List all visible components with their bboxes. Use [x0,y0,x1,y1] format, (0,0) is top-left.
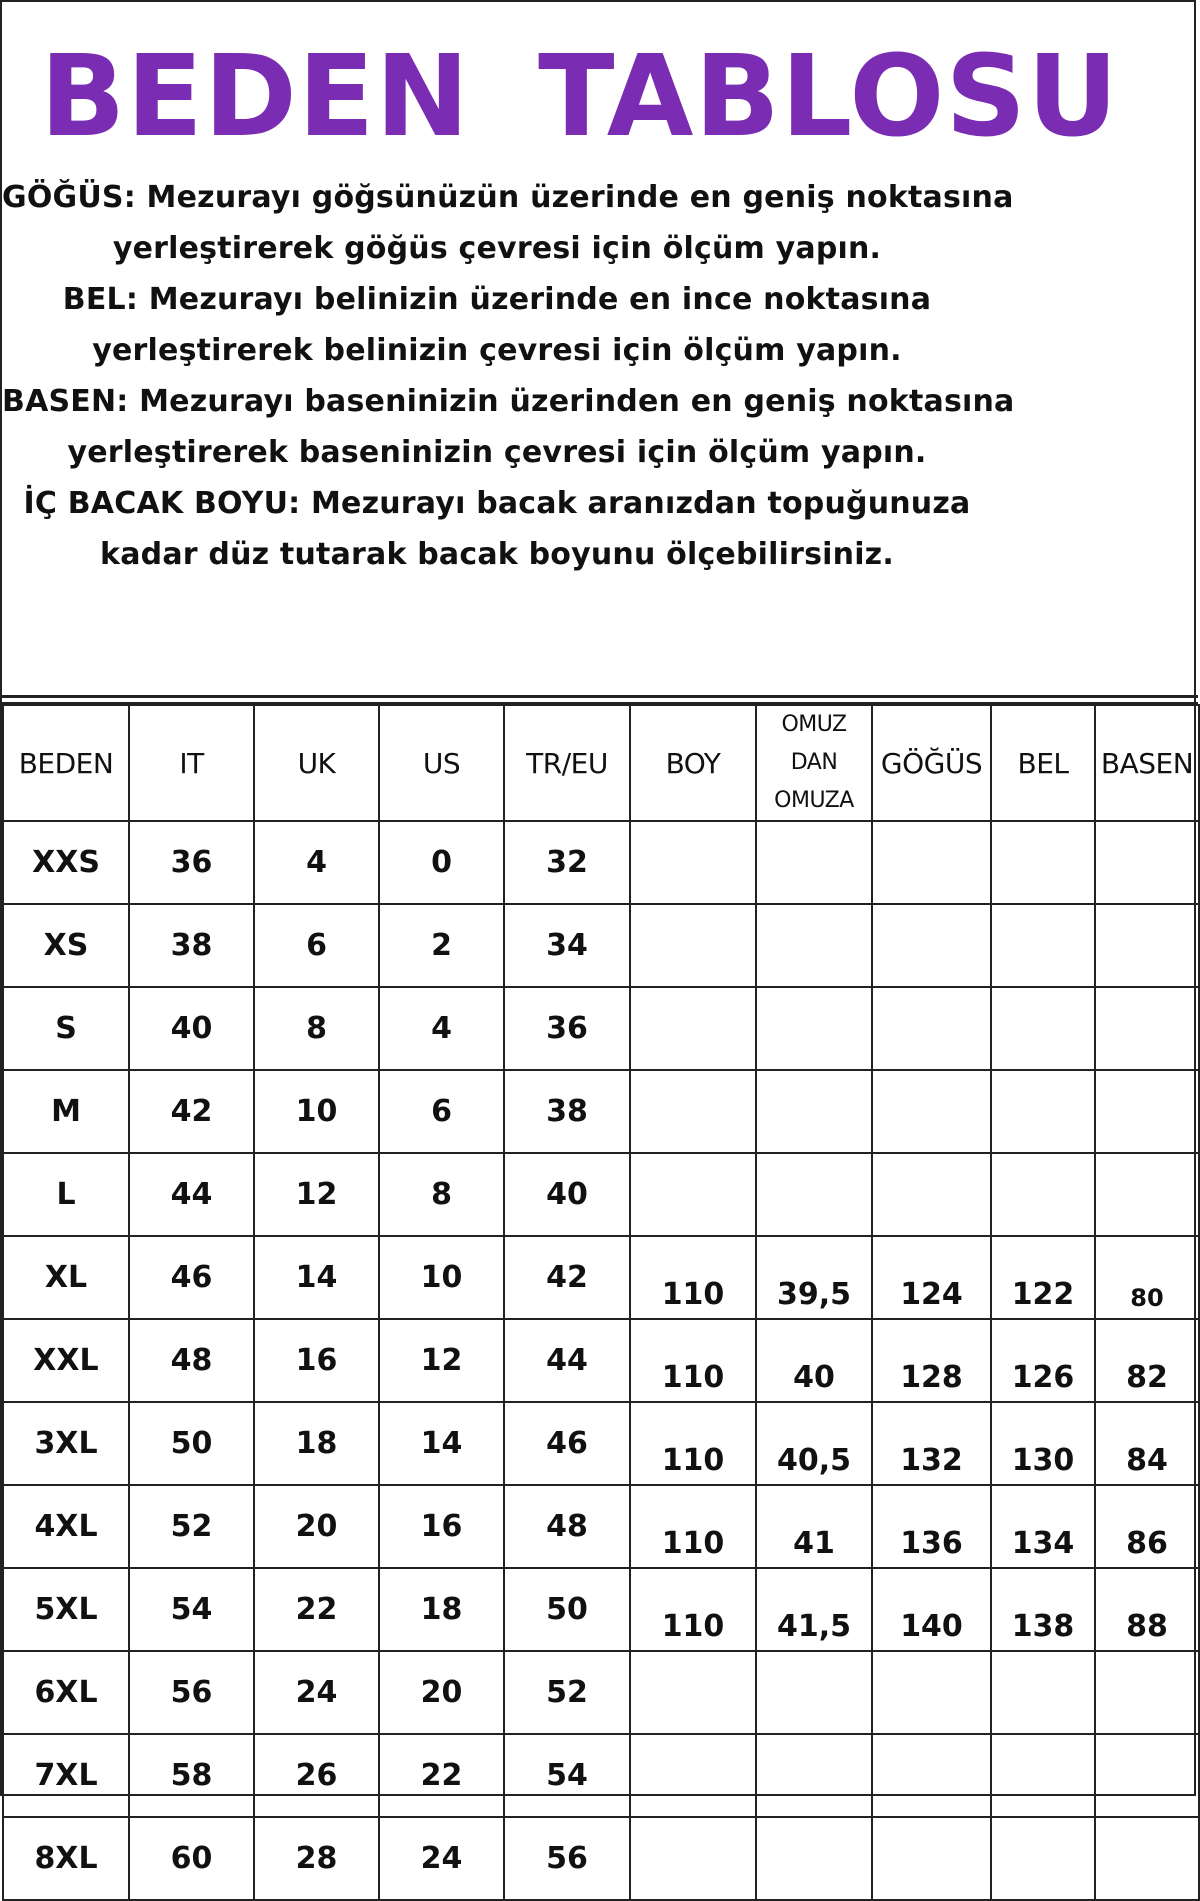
cell-beden: S [3,987,129,1070]
cell-tr-eu: 46 [504,1402,630,1485]
cell-uk: 12 [254,1153,379,1236]
header-bel: BEL [991,705,1095,821]
cell-tr-eu: 36 [504,987,630,1070]
header-omuz-dan-omuza [756,705,872,821]
cell-us: 0 [379,821,504,904]
cell-it: 44 [129,1153,254,1236]
cell-bel [991,1734,1095,1817]
cell-tr-eu: 52 [504,1651,630,1734]
cell-omuz: 40 [756,1319,872,1402]
table-header-row [3,705,1199,821]
cell-basen [1095,1153,1199,1236]
cell-omuz [756,1651,872,1734]
header-us: US [379,705,504,821]
cell-basen: 80 [1095,1236,1199,1319]
cell-us: 10 [379,1236,504,1319]
cell-beden: XS [3,904,129,987]
cell-basen [1095,904,1199,987]
cell-bel: 122 [991,1236,1095,1319]
cell-beden: 5XL [3,1568,129,1651]
table-row [3,1651,1199,1734]
cell-it: 54 [129,1568,254,1651]
table-row [3,821,1199,904]
cell-boy: 110 [630,1485,756,1568]
cell-omuz [756,987,872,1070]
cell-uk: 4 [254,821,379,904]
cell-beden: M [3,1070,129,1153]
table-row [3,1817,1199,1900]
cell-boy: 110 [630,1568,756,1651]
cell-gogus: 124 [872,1236,991,1319]
cell-us: 24 [379,1817,504,1900]
table-row [3,1485,1199,1568]
cell-bel [991,821,1095,904]
cell-uk: 14 [254,1236,379,1319]
cell-tr-eu: 44 [504,1319,630,1402]
cell-omuz: 39,5 [756,1236,872,1319]
cell-it: 48 [129,1319,254,1402]
cell-us: 2 [379,904,504,987]
header-omuz-line: DAN [790,750,838,775]
cell-us: 4 [379,987,504,1070]
cell-tr-eu: 48 [504,1485,630,1568]
cell-uk: 22 [254,1568,379,1651]
cell-basen: 82 [1095,1319,1199,1402]
page-title: BEDEN TABLOSU [40,32,1120,162]
cell-bel [991,1651,1095,1734]
cell-beden: 6XL [3,1651,129,1734]
cell-gogus [872,821,991,904]
cell-basen [1095,1070,1199,1153]
cell-basen: 86 [1095,1485,1199,1568]
cell-it: 58 [129,1734,254,1817]
header-gogus: GÖĞÜS [872,705,991,821]
cell-it: 56 [129,1651,254,1734]
cell-bel: 134 [991,1485,1095,1568]
table-row [3,987,1199,1070]
cell-gogus: 136 [872,1485,991,1568]
cell-omuz [756,1734,872,1817]
cell-tr-eu: 34 [504,904,630,987]
cell-boy [630,987,756,1070]
table-row [3,1319,1199,1402]
cell-it: 52 [129,1485,254,1568]
cell-it: 36 [129,821,254,904]
cell-gogus [872,904,991,987]
cell-boy [630,1153,756,1236]
table-row [3,1236,1199,1319]
cell-us: 18 [379,1568,504,1651]
cell-us: 12 [379,1319,504,1402]
header-tr-eu: TR/EU [504,705,630,821]
cell-tr-eu: 50 [504,1568,630,1651]
cell-basen: 88 [1095,1568,1199,1651]
cell-omuz [756,821,872,904]
cell-uk: 10 [254,1070,379,1153]
cell-it: 40 [129,987,254,1070]
cell-it: 42 [129,1070,254,1153]
cell-uk: 8 [254,987,379,1070]
instruction-line: yerleştirerek baseninizin çevresi için ölçüm yapın. [67,435,927,470]
cell-uk: 16 [254,1319,379,1402]
cell-uk: 20 [254,1485,379,1568]
instruction-line: GÖĞÜS: Mezurayı göğsünüzün üzerinde en geniş noktasına [2,180,1014,215]
cell-gogus [872,1817,991,1900]
cell-omuz [756,1817,872,1900]
instruction-line: İÇ BACAK BOYU: Mezurayı bacak aranızdan topuğunuza [23,486,971,521]
table-row [3,1568,1199,1651]
cell-tr-eu: 56 [504,1817,630,1900]
cell-gogus [872,987,991,1070]
cell-beden: XXS [3,821,129,904]
cell-it: 38 [129,904,254,987]
cell-tr-eu: 54 [504,1734,630,1817]
cell-omuz [756,904,872,987]
cell-bel: 126 [991,1319,1095,1402]
cell-uk: 18 [254,1402,379,1485]
cell-uk: 26 [254,1734,379,1817]
cell-omuz [756,1153,872,1236]
header-omuz-line: OMUZ [781,712,847,737]
cell-boy: 110 [630,1236,756,1319]
cell-uk: 24 [254,1651,379,1734]
cell-tr-eu: 38 [504,1070,630,1153]
cell-gogus: 132 [872,1402,991,1485]
cell-gogus [872,1153,991,1236]
cell-us: 14 [379,1402,504,1485]
cell-gogus [872,1070,991,1153]
cell-boy [630,821,756,904]
cell-gogus [872,1734,991,1817]
instruction-line: yerleştirerek belinizin çevresi için ölçüm yapın. [92,333,902,368]
cell-boy: 110 [630,1319,756,1402]
cell-basen [1095,1817,1199,1900]
cell-bel: 130 [991,1402,1095,1485]
table-row [3,1734,1199,1817]
cell-gogus: 128 [872,1319,991,1402]
cell-bel [991,904,1095,987]
cell-us: 20 [379,1651,504,1734]
cell-basen [1095,1734,1199,1817]
cell-beden: L [3,1153,129,1236]
instruction-line: BEL: Mezurayı belinizin üzerinde en ince noktasına [62,282,932,317]
table-row [3,1153,1199,1236]
header-basen: BASEN [1095,705,1199,821]
cell-omuz [756,1070,872,1153]
instruction-line: yerleştirerek göğüs çevresi için ölçüm yapın. [112,231,882,266]
cell-beden: 4XL [3,1485,129,1568]
cell-tr-eu: 42 [504,1236,630,1319]
cell-gogus [872,1651,991,1734]
cell-beden: XXL [3,1319,129,1402]
cell-omuz: 41 [756,1485,872,1568]
divider [2,695,1198,698]
instruction-line: kadar düz tutarak bacak boyunu ölçebilirsiniz. [100,537,894,572]
header-beden: BEDEN [3,705,129,821]
cell-boy [630,904,756,987]
cell-us: 22 [379,1734,504,1817]
cell-it: 50 [129,1402,254,1485]
cell-beden: 8XL [3,1817,129,1900]
cell-beden: XL [3,1236,129,1319]
cell-uk: 6 [254,904,379,987]
cell-bel [991,1153,1095,1236]
cell-us: 8 [379,1153,504,1236]
cell-basen [1095,987,1199,1070]
cell-bel [991,1817,1095,1900]
cell-boy: 110 [630,1402,756,1485]
cell-basen [1095,1651,1199,1734]
cell-beden: 7XL [3,1734,129,1817]
cell-boy [630,1734,756,1817]
cell-basen [1095,821,1199,904]
cell-bel [991,1070,1095,1153]
header-boy: BOY [630,705,756,821]
size-table [2,704,1200,1901]
cell-basen: 84 [1095,1402,1199,1485]
header-omuz-line: OMUZA [774,788,854,813]
cell-us: 6 [379,1070,504,1153]
instruction-line: BASEN: Mezurayı baseninizin üzerinden en geniş noktasına [2,384,1015,419]
cell-it: 46 [129,1236,254,1319]
header-uk: UK [254,705,379,821]
cell-it: 60 [129,1817,254,1900]
table-row [3,904,1199,987]
cell-omuz: 41,5 [756,1568,872,1651]
cell-beden: 3XL [3,1402,129,1485]
cell-omuz: 40,5 [756,1402,872,1485]
cell-boy [630,1070,756,1153]
cell-us: 16 [379,1485,504,1568]
cell-gogus: 140 [872,1568,991,1651]
cell-boy [630,1817,756,1900]
measurement-instructions [2,172,1015,580]
header-it: IT [129,705,254,821]
cell-uk: 28 [254,1817,379,1900]
table-row [3,1402,1199,1485]
cell-bel: 138 [991,1568,1095,1651]
cell-boy [630,1651,756,1734]
table-row [3,1070,1199,1153]
cell-bel [991,987,1095,1070]
cell-tr-eu: 40 [504,1153,630,1236]
cell-tr-eu: 32 [504,821,630,904]
